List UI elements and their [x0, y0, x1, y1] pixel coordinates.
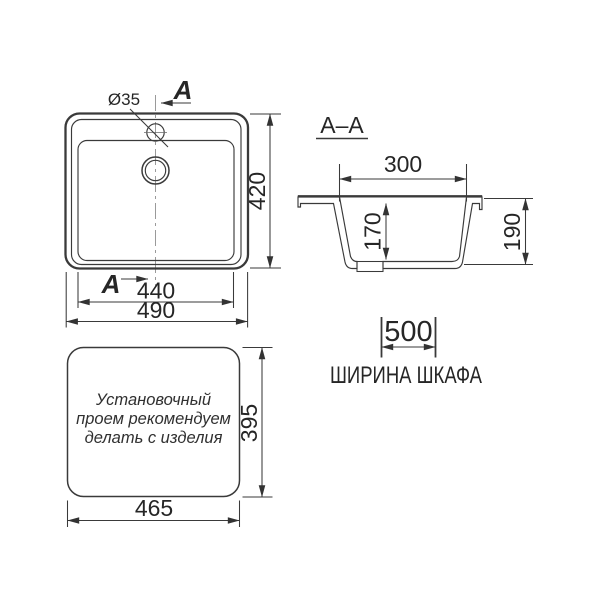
hole-diameter-label: Ø35: [107, 90, 141, 109]
dim-label-395: 395: [236, 403, 262, 443]
dim-label-300: 300: [383, 151, 423, 177]
dim-label-500: 500: [384, 316, 433, 348]
sink-basin-outline: [78, 141, 234, 261]
dim-label-190: 190: [499, 212, 525, 252]
section-title: A–A: [320, 112, 364, 138]
section-letter-top: A: [173, 75, 193, 105]
cutout-note-line-3: делать с изделия: [84, 429, 223, 447]
section-material-left: [298, 197, 357, 269]
dim-label-440: 440: [136, 277, 176, 304]
sink-section-view: [298, 112, 533, 272]
dim-label-490: 490: [136, 297, 176, 323]
dim-label-170: 170: [359, 212, 386, 251]
dim-label-465: 465: [134, 495, 174, 521]
section-letter-bottom: A: [101, 269, 121, 299]
cutout-note-line-1: Установочный: [95, 391, 212, 409]
sink-outer-outline: [66, 114, 249, 269]
cutout-view: [68, 348, 273, 528]
section-material-right: [383, 197, 482, 269]
sink-top-view: [66, 75, 282, 328]
cutout-note-line-2: проем рекомендуем: [76, 410, 231, 428]
cabinet-width-caption: ШИРИНА ШКАФА: [330, 362, 482, 389]
cabinet-width-callout: [330, 316, 482, 389]
dim-label-420: 420: [244, 171, 270, 211]
drain-recess: [357, 262, 383, 272]
